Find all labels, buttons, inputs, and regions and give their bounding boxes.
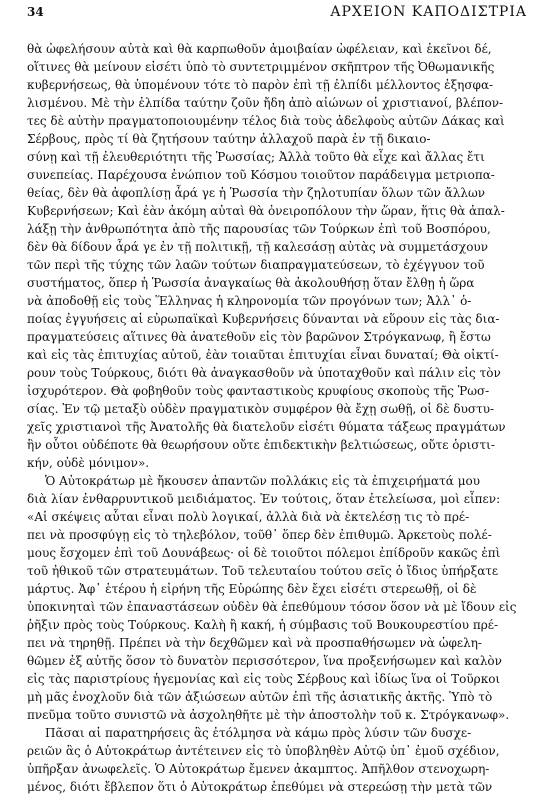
body-text	[27, 40, 527, 796]
page-number: 34	[27, 5, 44, 19]
document-page	[27, 4, 527, 796]
paragraph-2: Ὁ Αὐτοκράτωρ μὲ ἤκουσεν ἀπαντῶν πολλάκις εἰς τὰ ἐπιχειρήματά μου διὰ λίαν ἐνθαρρυντικοῦ μειδιάματος. Ἐν τούτοις, ὅταν ἐτελείωσα, μοὶ εἶπεν: «Αἱ σκέψεις αὗται εἶναι πολὺ λογικαί, ἀλλὰ διὰ νὰ ἐκτελέσῃ τις τὸ πρέ- πει νὰ προσφύγῃ εἰς τὸ τηλεβόλον, τοῦθ᾽ ὅπερ δὲν ἐπιθυμῶ. Ἀρκετοὺς πολέ- μους ἔσχομεν ἐπὶ τοῦ Δουνάβεως· οἱ δὲ τοιοῦτοι πόλεμοι ἐπίδροῦν κακῶς ἐπὶ τοῦ ἠθικοῦ τῶν στρατευμάτων. Τοῦ τελευταίου τούτου σεῖς ὁ ἴδιος ὑπήρξατε μάρτυς. Ἀφ᾽ ἑτέρου ἡ εἰρήνη τῆς Εὐρώπης δὲν ἔχει εἰσέτι στερεωθῇ, οἱ δὲ ὑποκινηταὶ τῶν ἐπαναστάσεων οὐδὲν θὰ ἐπεθύμουν τόσον ὅσον νὰ μὲ ἴδουν εἰς ῥῆξιν πρὸς τοὺς Τούρκους. Καλὴ ἢ κακή, ἡ σύμβασις τοῦ Βουκουρεστίου πρέ- πει νὰ τηρηθῇ. Πρέπει νὰ τὴν δεχθῶμεν καὶ νὰ προσπαθήσωμεν νὰ ὠφελη- θῶμεν ἐξ αὐτῆς ὅσον τὸ δυνατὸν περισσότερον, ἵνα προξενήσωμεν καὶ καλὸν εἰς τὰς παριστρίους ἡγεμονίας καὶ εἰς τοὺς Σέρβους καὶ ἰδίως ἵνα οἱ Τοῦρκοι μὴ μᾶς ἐνοχλοῦν διὰ τῶν ἀξιώσεων αὐτῶν ἐπὶ τῆς ἀσιατικῆς ἀκτῆς. Ὑπὸ τὸ πνεῦμα τοῦτο συνιστῶ νὰ ἀσχοληθῆτε μὲ τὴν ἀποστολὴν τοῦ κ. Στρόγκανωφ».	[27, 474, 517, 722]
running-head: ΑΡΧΕΙΟΝ ΚΑΠΟΔΙΣΤΡΙΑ	[330, 4, 527, 20]
page-header	[27, 4, 527, 28]
paragraph-3: Πᾶσαι αἱ παρατηρήσεις ἃς ἐτόλμησα νὰ κάμω πρὸς λύσιν τῶν δυσχε- ρειῶν ἃς ὁ Αὐτοκράτωρ ἀντέτεινεν εἰς τὸ ὑποβληθὲν Αὐτῷ ὑπ᾽ ἐμοῦ σχέδιον, ὑπῆρξαν ἀνωφελεῖς. Ὁ Αὐτοκράτωρ ἔμενεν ἀκαμπτος. Ἀπῆλθον στενοχωρη- μένος, διότι ἔβλεπον ὅτι ὁ Αὐτοκράτωρ ἐπεθύμει νὰ στερεώσῃ τὴν μετὰ τῶν	[27, 726, 500, 794]
paragraph-1: θὰ ὠφελήσουν αὐτὰ καὶ θὰ καρπωθοῦν ἀμοιβαίαν ὠφέλειαν, καὶ ἐκεῖνοι δέ, οἵτινες θὰ μείνουν εἰσέτι ὑπὸ τὸ συντετριμμένον σκῆπτρον τῆς Ὀθωμανικῆς κυβερνήσεως, θὰ ὑπομένουν τότε τὸ παρὸν ἐπὶ τῇ ἐλπίδι μέλλοντος ἐξησφα- λισμένου. Μὲ τὴν ἐλπίδα ταύτην ζοῦν ἤδη ἀπὸ αἰώνων οἱ χριστιανοί, βλέπον- τες δὲ αὐτὴν πραγματοποιουμένην τέλος διὰ τοὺς ἀδελφοὺς αὐτῶν Δάκας καὶ Σέρβους, πρὸς τί θὰ ζητήσουν ταύτην ἀλλαχοῦ παρὰ ἐν τῇ δικαιο- σύνῃ καὶ τῇ ἐλευθεριότητι τῆς Ῥωσσίας; Ἀλλὰ τοῦτο θὰ εἶχε καὶ ἄλλας ἔτι συνεπείας. Παρέχουσα ἐνώπιον τοῦ Κόσμου τοιοῦτον παράδειγμα μετριοπα- θείας, δὲν θὰ ἀφοπλίσῃ ἆρά γε ἡ Ῥωσσία τὴν ζηλοτυπίαν ὅλων τῶν ἄλλων Κυβερνήσεων; Καὶ ἐὰν ἀκόμη αὐταὶ θὰ ὀνειροπόλουν τὴν ὥραν, ἥτις θὰ ἀπαλ- λάξῃ τὴν ἀνθρωπότητα ἀπὸ τῆς παρουσίας τῶν Τούρκων ἐπὶ τοῦ Βοσπόρου, δὲν θὰ δίδουν ἆρά γε ἐν τῇ πολιτικῇ, τῇ καλεσάσῃ αὐτὰς νὰ συμμετάσχουν τῶν περὶ τῆς τύχης τῶν λαῶν τούτων διαπραγματεύσεων, τὸ ἐχέγγυον τοῦ συστήματος, ὅπερ ἡ Ῥωσσία ἀναγκαίως θὰ ἀκολουθήσῃ ὅταν ἔλθῃ ἡ ὥρα νὰ ἀποδοθῇ εἰς τοὺς Ἕλληνας ἡ κληρονομία τῶν προγόνων των; Ἀλλ᾽ ὁ- ποίας ἐγγυήσεις αἱ εὐρωπαϊκαὶ Κυβερνήσεις δύνανται νὰ εὕρουν εἰς τὰς δια- πραγματεύσεις αἵτινες θὰ ἀνατεθοῦν εἰς τὸν βαρῶνον Στρόγκανωφ, ἢ ἔστω καὶ εἰς τὰς ἐπιτυχίας αὐτοῦ, ἐὰν τοιαῦται ἐπιτυχίαι εἶναι δυναταί; Θὰ οἰκτί- ρουν τοὺς Τούρκους, διότι θὰ ἀναγκασθοῦν νὰ ὑποταχθοῦν καὶ πάλιν εἰς τὸν ἰσχυρότερον. Θὰ φοβηθοῦν τοὺς φανταστικοὺς κρυφίους σκοποὺς τῆς Ῥωσ- σίας. Ἐν τῷ μεταξὺ οὐδὲν πραγματικὸν συμφέρον θὰ ἔχῃ σωθῇ, οἱ δὲ δυστυ- χεῖς χριστιανοὶ τῆς Ἀνατολῆς θὰ διατελοῦν εἰσέτι θύματα τάξεως πραγμάτων ἣν οὗτοι οὐδέποτε θὰ θεωρήσουν οὔτε ἐπιδεκτικὴν βελτιώσεως, οὔτε ὁριστι- κήν, οὐδὲ μόνιμον».	[27, 42, 506, 470]
